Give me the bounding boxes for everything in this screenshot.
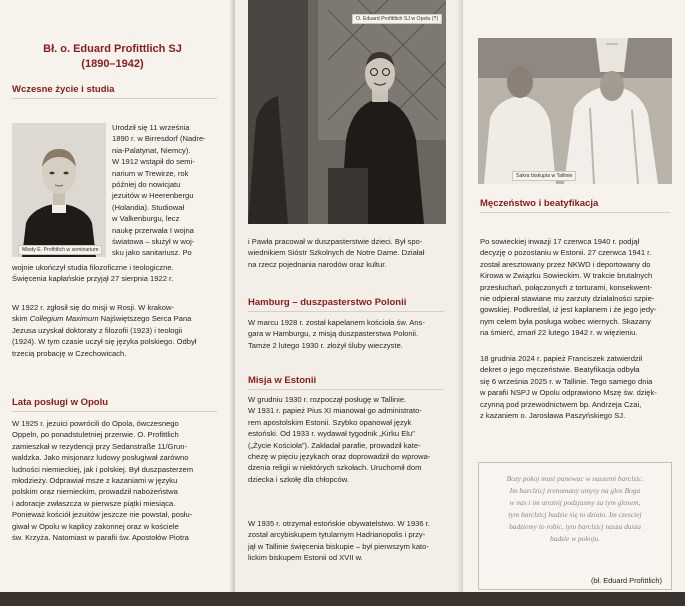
text-line: i Pawła pracował w duszpasterstwie dzieci. Był spo-: [248, 237, 423, 246]
text-line: na śmierć, zmarł 22 lutego 1942 r. w więzieniu.: [480, 328, 638, 338]
text-line: waldzka. Jako misjonarz ludowy posługiwał zarówno: [12, 453, 189, 463]
fold-shadow: [457, 0, 463, 606]
quote-signature: (bł. Eduard Profittlich): [590, 576, 662, 585]
text-line: św. Krzyża. Natomiast w parafii św. Apostołów Piotra: [12, 533, 189, 543]
fold-shadow: [229, 0, 235, 606]
text-line: Święcenia kapłańskie przyjął 27 sierpnia 1922 r.: [12, 274, 174, 284]
text-line: 1890 r. w Birresdorf (Nadre-: [112, 134, 206, 144]
text-line: i adoracje zwłaszcza w pierwsze piątki miesiąca.: [12, 498, 176, 508]
text-line: Po sowieckiej inwazji 17 czerwca 1940 r. podjął: [480, 237, 640, 246]
text-line: giwał w Opolu w kaplicy zakonnej oraz w kościele: [12, 521, 179, 531]
quote-text: [488, 473, 662, 545]
text-line: naukę przerwała I wojna: [112, 225, 194, 235]
consecration-image: [478, 38, 672, 184]
text-line: się 6 września 2025 r. w Tallinie. Tego samego dnia: [480, 376, 653, 386]
text-line: przesłuchań, połączonych z torturami, konsekwent-: [480, 282, 653, 292]
divider: [248, 311, 444, 312]
text-line: W 1925 r. jezuici powrócili do Opola, ówczesnego: [12, 419, 179, 428]
text-line: został aresztowany przez NKWD i deportowany do: [480, 259, 651, 269]
text-line: czynną pod przewodnictwem bp. Andrzeja Czai,: [480, 399, 642, 409]
text-line: dekret o jego męczeństwie. Beatyfikacja odbyła: [480, 365, 640, 375]
text-line: nym celem była posługa wobec wiernych. Skazany: [480, 316, 651, 326]
text-line: estoński. Od 1933 r. wydawał tygodnik „Kirku Elu”: [248, 429, 415, 439]
quote-line: Im barclzicj zrenumany umysy na glos Boga: [509, 486, 641, 495]
italic-term: Collegium Maximum: [29, 314, 99, 324]
text-line: trzecią probację w Czechowicach.: [12, 348, 127, 358]
text-line: (Holandia). Studiował: [112, 202, 185, 212]
text-line: Jezusa uzyskał doktoraty z filozofii (1923) i teologii: [12, 325, 183, 335]
text-span: Najświętszego Serca Pana: [100, 314, 192, 324]
text-line: nie odpierał stawiane mu zarzuty działalności szpie-: [480, 294, 655, 304]
text-line: dziecka i szkołę dla chłopców.: [248, 474, 349, 484]
text-line: Kirowa w Związku Sowieckim. W trakcie brutalnych: [480, 271, 653, 281]
text-line: światowa – służył w woj-: [112, 237, 195, 247]
text-line: decyzję o pozostaniu w Estonii. 27 czerwca 1941 r.: [480, 248, 652, 258]
text-line: w Valkenburgu, lecz: [112, 214, 180, 224]
section-heading-opole: Lata posługi w Opolu: [12, 397, 109, 408]
text-line: Ponieważ kościół jezuitów jeszcze nie powstał, posłu-: [12, 510, 193, 520]
estonia-text-2: [248, 518, 448, 564]
early-life-text-full: [12, 262, 222, 285]
martyrdom-text: [480, 236, 674, 339]
text-line: jezuitów w Heerenbergu: [112, 191, 194, 201]
photo-caption: O. Eduard Profittlich SJ w Opolu (?): [352, 14, 442, 24]
section-heading-hamburg: Hamburg – duszpasterstwo Polonii: [248, 297, 407, 308]
portrait-photo: [12, 123, 106, 257]
divider: [12, 411, 217, 412]
quote-line: badzie w pokoju.: [550, 534, 600, 543]
section-heading-estonia: Misja w Estonii: [248, 375, 317, 386]
consecration-photo: [478, 38, 672, 184]
text-line: 18 grudnia 2024 r. papież Franciszek zatwierdził: [480, 354, 643, 363]
section-heading-martyrdom: Męczeństwo i beatyfikacja: [480, 198, 599, 209]
text-span: skim: [12, 314, 28, 324]
quote-line: tym barclzicj badzie się to dziato. Im czesciej: [508, 510, 642, 519]
text-line: Urodził się 11 września: [112, 123, 190, 132]
text-line: lickim biskupem Estonii od XVII w.: [248, 553, 363, 563]
text-line: z kazaniem o. Jarosława Paszyńskiego SJ.: [480, 411, 626, 421]
estonia-text: [248, 394, 448, 485]
text-line: nia-Palatynat, Niemcy).: [112, 145, 191, 155]
page-title: [10, 42, 215, 72]
text-line: rem apostolskim Estonii. Szybko opanował język: [248, 417, 412, 427]
text-line: W 1931 r. papież Pius XI mianował go administrato-: [248, 406, 422, 416]
quote-line: badziemy to robic, tym barclzicj nasza dusza: [509, 522, 641, 531]
text-line: W 1912 wstąpił do semi-: [112, 157, 195, 167]
text-line: na rzecz pojednania narodów oraz kultur.: [248, 259, 387, 269]
photo-caption: Sakra biskupia w Tallinie: [512, 171, 576, 181]
opole-photo: [248, 0, 446, 224]
text-line: gowskiej. Podkreślał, iż jest kapłanem i że jego jedy-: [480, 305, 657, 315]
text-line: W 1935 r. otrzymał estońskie obywatelstwo. W 1936 r.: [248, 519, 430, 528]
quote-line: Bozy pokoj musi panowac w naszemi barclzic.: [506, 474, 644, 483]
early-life-text-narrow: [112, 122, 222, 259]
text-line: W grudniu 1930 r. rozpoczął posługę w Tallinie.: [248, 395, 407, 404]
title-years: (1890–1942): [81, 58, 144, 70]
photo-caption: Młody E. Profittlich w seminarium: [18, 245, 102, 255]
text-line: Tamże 2 lutego 1930 r. złożył śluby wieczyste.: [248, 340, 403, 350]
divider: [12, 98, 217, 99]
section-heading-early-life: Wczesne życie i studia: [12, 84, 115, 95]
text-line: gara w Hamburgu, z misją duszpasterstwa Polonii.: [248, 329, 419, 339]
text-line: później do nowicjatu: [112, 180, 181, 190]
text-line: W 1922 r. zgłosił się do misji w Rosji. W krakow-: [12, 303, 175, 312]
bottom-edge: [0, 592, 685, 606]
text-line: wiednikiem Sióstr Szkolnych de Notre Dame. Działał: [248, 248, 425, 258]
text-line: (1924). W tym czasie uczył się języka polskiego. Odbył: [12, 337, 197, 347]
text-line: („Życie Kościoła”). Zakładał parafie, prowadził kate-: [248, 440, 421, 450]
opole-image: [248, 0, 446, 224]
title-name: Bł. o. Eduard Profittlich SJ: [43, 43, 182, 55]
text-line: narium w Trewirze, rok: [112, 168, 189, 178]
hamburg-text: [248, 317, 448, 351]
text-line: młodzieży. Odprawiał msze z kazaniami w języku: [12, 476, 178, 486]
text-line: [12, 313, 222, 324]
beatification-text: [480, 353, 674, 421]
text-line: Oppeln, po ponadstuletniej przerwie. O. Profittlich: [12, 430, 179, 440]
opole-text: [12, 418, 222, 543]
text-line: został arcybiskupem tytularnym Hadrianopolis i przy-: [248, 530, 426, 540]
text-line: sku jako sanitariusz. Po: [112, 248, 192, 258]
krakow-text: [12, 302, 222, 359]
text-line: zamieszkał w rezydencji przy Sedanstraße 11/Grun-: [12, 441, 188, 451]
text-line: dzenia religii w niektórych szkołach. Uruchomił dom: [248, 463, 422, 473]
quote-line: w nas i im ureznij podzjasmy za tym glosem,: [509, 498, 641, 507]
opole-continuation-text: [248, 236, 448, 270]
text-line: w parafii NSPJ w Opolu odprawiono Mszę św. dzięk-: [480, 388, 657, 398]
divider: [480, 212, 670, 213]
text-line: chezę w pięciu językach oraz doprowadził do wprowa-: [248, 452, 431, 462]
text-line: wojnie ukończył studia filozoficzne i teologiczne.: [12, 263, 174, 272]
text-line: ludności niemieckiej, jak i polskiej. Był duszpasterzem: [12, 464, 194, 474]
portrait-image: [12, 123, 106, 257]
divider: [248, 389, 444, 390]
text-line: W marcu 1928 r. został kapelanem kościoła św. Ans-: [248, 318, 425, 327]
text-line: jął w Tallinie święcenia biskupie – był pierwszym kato-: [248, 541, 429, 551]
text-line: polskim oraz niemieckim, prowadził nabożeństwa: [12, 487, 178, 497]
